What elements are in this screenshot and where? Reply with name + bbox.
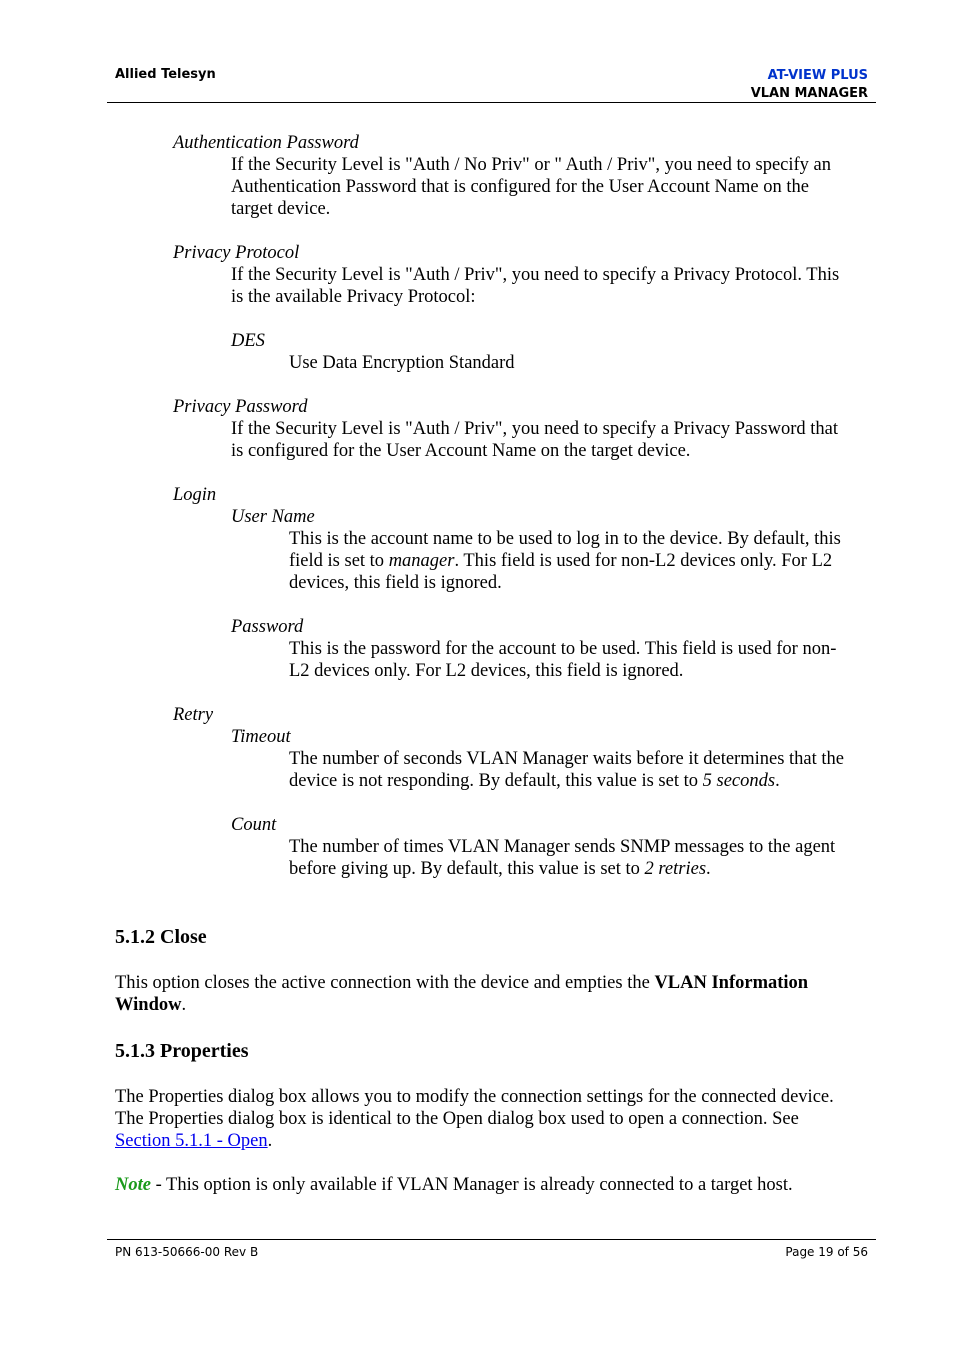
term-user-name: User Name — [231, 507, 315, 527]
desc-text: . This field is used for non-L2 devices only. For L2 — [454, 551, 833, 571]
note-label: Note — [115, 1175, 151, 1195]
close-paragraph — [115, 972, 875, 1016]
desc-line: The number of seconds VLAN Manager waits before it determines that the — [289, 749, 844, 769]
desc-des: Use Data Encryption Standard — [289, 353, 515, 373]
desc-privacy-protocol — [231, 264, 871, 308]
desc-text: . — [706, 859, 711, 879]
term-retry: Retry — [173, 705, 214, 725]
header-title-block — [751, 67, 868, 103]
term-privacy-protocol: Privacy Protocol — [173, 243, 300, 263]
desc-line — [289, 550, 874, 572]
desc-line: If the Security Level is "Auth / No Priv" or " Auth / Priv", you need to specify an — [231, 155, 832, 175]
desc-text: field is set to — [289, 551, 389, 571]
footer-rule — [107, 1239, 876, 1240]
header-module: VLAN MANAGER — [750, 86, 868, 101]
desc-line: is configured for the User Account Name on the target device. — [231, 441, 691, 461]
desc-line: is the available Privacy Protocol: — [231, 287, 476, 307]
desc-line: Authentication Password that is configured for the User Account Name on the — [231, 177, 809, 197]
ui-element-name: Window — [115, 995, 182, 1015]
note-text: - This option is only available if VLAN Manager is already connected to a target host. — [150, 1175, 793, 1195]
desc-line — [289, 858, 874, 880]
default-value: 5 seconds — [702, 771, 776, 791]
desc-line: The number of times VLAN Manager sends SNMP messages to the agent — [289, 837, 836, 857]
header-product: AT-VIEW PLUS — [767, 68, 868, 83]
desc-line: This is the account name to be used to log in to the device. By default, this — [289, 529, 841, 549]
header-rule — [107, 102, 876, 103]
para-text: This option closes the active connection with the device and empties the — [115, 973, 655, 993]
desc-text: before giving up. By default, this value is set to — [289, 859, 645, 879]
term-login: Login — [173, 485, 217, 505]
desc-timeout — [289, 748, 874, 792]
default-value: manager — [388, 551, 455, 571]
term-des: DES — [231, 331, 265, 351]
section-link-open[interactable]: Section 5.1.1 - Open — [115, 1131, 268, 1151]
term-count: Count — [231, 815, 277, 835]
footer-part-number: PN 613-50666-00 Rev B — [115, 1245, 259, 1259]
para-line — [115, 994, 875, 1016]
desc-line — [289, 770, 874, 792]
para-line — [115, 1130, 875, 1152]
desc-text: device is not responding. By default, this value is set to — [289, 771, 703, 791]
desc-line: target device. — [231, 199, 331, 219]
para-text: . — [267, 1131, 273, 1151]
para-line — [115, 972, 875, 994]
desc-password — [289, 638, 874, 682]
para-line: The Properties dialog box is identical to the Open dialog box used to open a connection. See — [115, 1109, 799, 1129]
desc-line: If the Security Level is "Auth / Priv", you need to specify a Privacy Protocol. This — [231, 265, 840, 285]
term-password: Password — [231, 617, 304, 637]
para-line: The Properties dialog box allows you to modify the connection settings for the connected device. — [115, 1087, 834, 1107]
page-body — [0, 132, 954, 1196]
desc-privacy-password — [231, 418, 871, 462]
desc-count — [289, 836, 874, 880]
section-heading-properties: 5.1.3 Properties — [115, 1040, 249, 1062]
para-text: . — [181, 995, 187, 1015]
note-paragraph — [115, 1174, 875, 1196]
section-heading-close: 5.1.2 Close — [115, 926, 207, 948]
properties-paragraph — [115, 1086, 875, 1152]
desc-line: L2 devices only. For L2 devices, this field is ignored. — [289, 661, 684, 681]
term-authentication-password: Authentication Password — [173, 133, 359, 153]
term-timeout: Timeout — [231, 727, 291, 747]
ui-element-name: VLAN Information — [654, 973, 809, 993]
footer-page-number: Page 19 of 56 — [785, 1245, 868, 1259]
desc-line: This is the password for the account to be used. This field is used for non- — [289, 639, 837, 659]
desc-authentication-password — [231, 154, 871, 220]
term-privacy-password: Privacy Password — [173, 397, 308, 417]
header-company: Allied Telesyn — [115, 67, 216, 82]
desc-user-name — [289, 528, 874, 594]
desc-line: If the Security Level is "Auth / Priv", you need to specify a Privacy Password that — [231, 419, 838, 439]
default-value: 2 retries — [644, 859, 707, 879]
desc-text: . — [775, 771, 780, 791]
desc-line: devices, this field is ignored. — [289, 573, 502, 593]
